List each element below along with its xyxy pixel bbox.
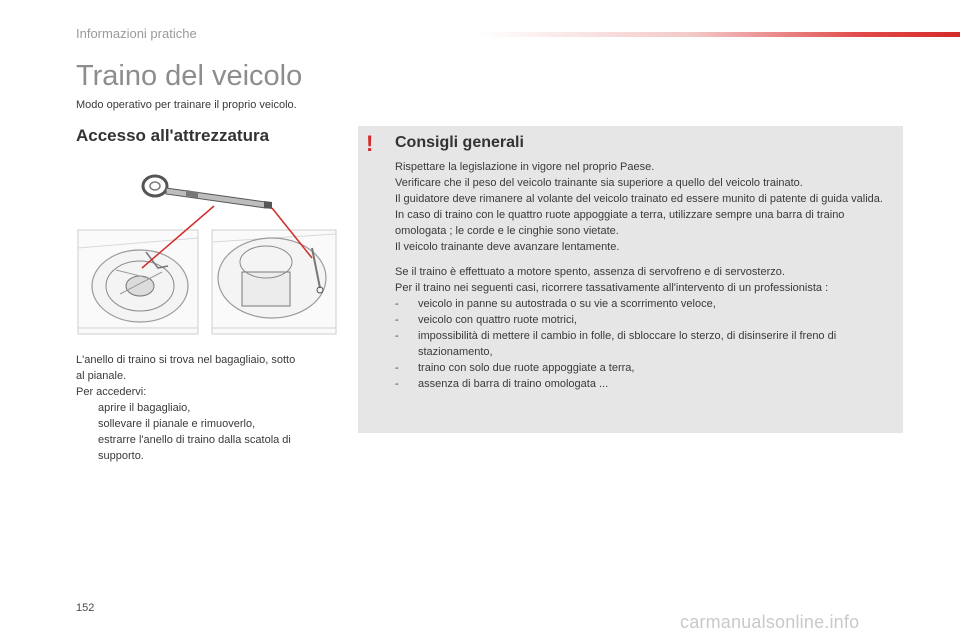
advice-bullet (395, 296, 895, 312)
towing-eye-icon (143, 176, 272, 209)
section-header: Informazioni pratiche (76, 26, 197, 41)
advice-text (395, 159, 895, 392)
page-number: 152 (76, 602, 95, 614)
access-step-text: estrarre l'anello di traino dalla scatola di supporto. (98, 434, 291, 462)
advice-bullet-text: impossibilità di mettere il cambio in folle, di sbloccare lo sterzo, di disinserire il freno di stazionamento, (418, 330, 837, 358)
header-rule (478, 32, 960, 37)
advice-line: Verificare che il peso del veicolo trainante sia superiore a quello del veicolo trainato. (395, 177, 803, 189)
watermark: carmanualsonline.info (680, 612, 860, 632)
advice-title: Consigli generali (395, 134, 524, 151)
step-marker-icon (76, 416, 98, 432)
bullet-marker: - (395, 314, 399, 326)
bullet-marker: - (395, 378, 399, 390)
access-section-title: Accesso all'attrezzatura (76, 126, 270, 145)
page-subtitle: Modo operativo per trainare il proprio veicolo. (76, 99, 297, 111)
advice-line: In caso di traino con le quattro ruote appoggiate a terra, utilizzare sempre una barra di traino omologata ; le corde e le cinghie sono vietate. (395, 209, 845, 237)
access-line: al pianale. (76, 370, 127, 382)
access-step (76, 432, 336, 464)
bullet-marker: - (395, 362, 399, 374)
bullet-marker: - (395, 330, 399, 342)
access-step-text: aprire il bagagliaio, (98, 402, 191, 414)
advice-bullet (395, 376, 895, 392)
access-line: Per accedervi: (76, 386, 147, 398)
advice-line: Rispettare la legislazione in vigore nel proprio Paese. (395, 161, 655, 173)
towing-eye-illustration (76, 168, 338, 344)
step-marker-icon (76, 400, 98, 416)
advice-bullet (395, 360, 895, 376)
access-step (76, 400, 336, 416)
access-step-text: sollevare il pianale e rimuoverlo, (98, 418, 256, 430)
advice-line: Il veicolo trainante deve avanzare lentamente. (395, 241, 620, 253)
advice-line: Per il traino nei seguenti casi, ricorrere tassativamente all'intervento di un professionista : (395, 282, 829, 294)
access-instructions (76, 352, 336, 464)
advice-line: Se il traino è effettuato a motore spento, assenza di servofreno e di servosterzo. (395, 266, 785, 278)
trunk-view-right-icon (212, 230, 336, 334)
advice-bullet-text: veicolo con quattro ruote motrici, (418, 314, 577, 326)
advice-bullet-text: assenza di barra di traino omologata ... (418, 378, 609, 390)
trunk-view-left-icon (78, 230, 198, 334)
access-step (76, 416, 336, 432)
page-title: Traino del veicolo (76, 60, 303, 92)
advice-bullet (395, 312, 895, 328)
step-marker-icon (76, 432, 98, 464)
advice-bullet-text: traino con solo due ruote appoggiate a terra, (418, 362, 635, 374)
paragraph-gap (395, 255, 895, 264)
advice-bullet-text: veicolo in panne su autostrada o su vie a scorrimento veloce, (418, 298, 716, 310)
advice-bullet (395, 328, 895, 360)
bullet-marker: - (395, 298, 399, 310)
warning-icon: ! (366, 131, 374, 156)
advice-line: Il guidatore deve rimanere al volante del veicolo trainato ed essere munito di patente di guida valida. (395, 193, 883, 205)
access-line: L'anello di traino si trova nel bagagliaio, sotto (76, 354, 296, 366)
